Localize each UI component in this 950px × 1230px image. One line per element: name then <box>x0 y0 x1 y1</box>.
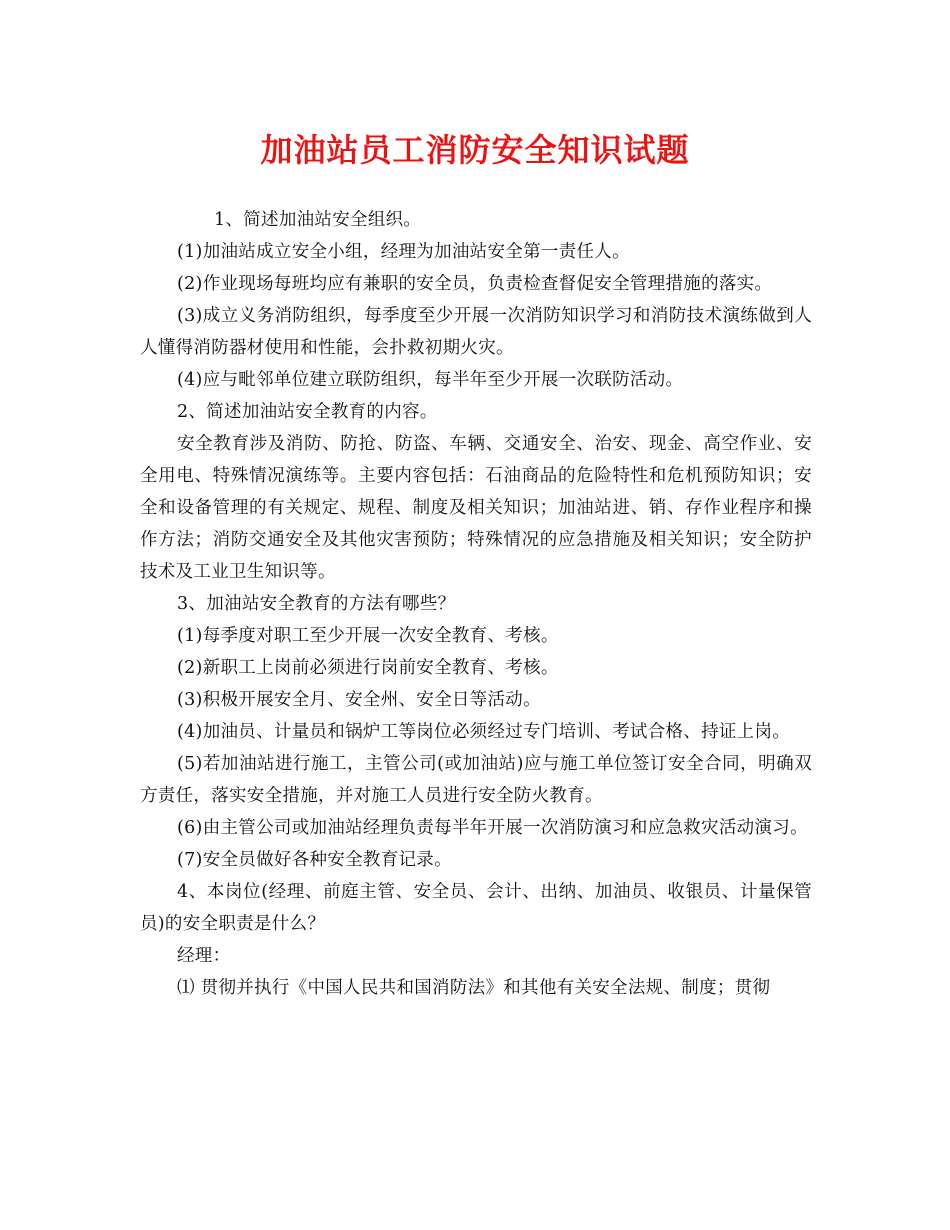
paragraph: (6)由主管公司或加油站经理负责每半年开展一次消防演习和应急救灾活动演习。 <box>177 818 808 838</box>
paragraph: (4)加油员、计量员和锅炉工等岗位必须经过专门培训、考试合格、持证上岗。 <box>177 722 791 742</box>
document-title: 加油站员工消防安全知识试题 <box>260 131 690 169</box>
paragraph: 3、加油站安全教育的方法有哪些？ <box>177 594 456 614</box>
paragraph: (3)成立义务消防组织，每季度至少开展一次消防知识学习和消防技术演练做到人人懂得消防器材使用和性能，会扑救初期火灾。 <box>140 306 812 358</box>
paragraph: 安全教育涉及消防、防抢、防盗、车辆、交通安全、治安、现金、高空作业、安全用电、特殊情况演练等。主要内容包括：石油商品的危险特性和危机预防知识；安全和设备管理的有关规定、规程、制度及相关知识；加油站进、销、存作业程序和操作方法；消防交通安全及其他灾害预防；特殊情况的应急措施及相关知识；安全防护技术及工业卫生知识等。 <box>140 434 812 582</box>
paragraph: (1)加油站成立安全小组，经理为加油站安全第一责任人。 <box>177 242 630 262</box>
document-body <box>140 204 812 1004</box>
paragraph: 4、本岗位(经理、前庭主管、安全员、会计、出纳、加油员、收银员、计量保管员)的安全职责是什么？ <box>140 882 812 934</box>
paragraph: ⑴ 贯彻并执行《中国人民共和国消防法》和其他有关安全法规、制度；贯彻 <box>177 978 771 998</box>
paragraph: 1、简述加油站安全组织。 <box>214 210 422 230</box>
paragraph: (4)应与毗邻单位建立联防组织，每半年至少开展一次联防活动。 <box>177 370 684 390</box>
paragraph: (2)作业现场每班均应有兼职的安全员，负责检查督促安全管理措施的落实。 <box>177 274 773 294</box>
paragraph: 2、简述加油站安全教育的内容。 <box>177 402 438 422</box>
paragraph: 经理： <box>177 946 231 966</box>
paragraph: (3)积极开展安全月、安全州、安全日等活动。 <box>177 690 541 710</box>
paragraph: (1)每季度对职工至少开展一次安全教育、考核。 <box>177 626 559 646</box>
paragraph: (2)新职工上岗前必须进行岗前安全教育、考核。 <box>177 658 559 678</box>
paragraph: (7)安全员做好各种安全教育记录。 <box>177 850 452 870</box>
paragraph: (5)若加油站进行施工，主管公司(或加油站)应与施工单位签订安全合同，明确双方责任，落实安全措施，并对施工人员进行安全防火教育。 <box>140 754 812 806</box>
